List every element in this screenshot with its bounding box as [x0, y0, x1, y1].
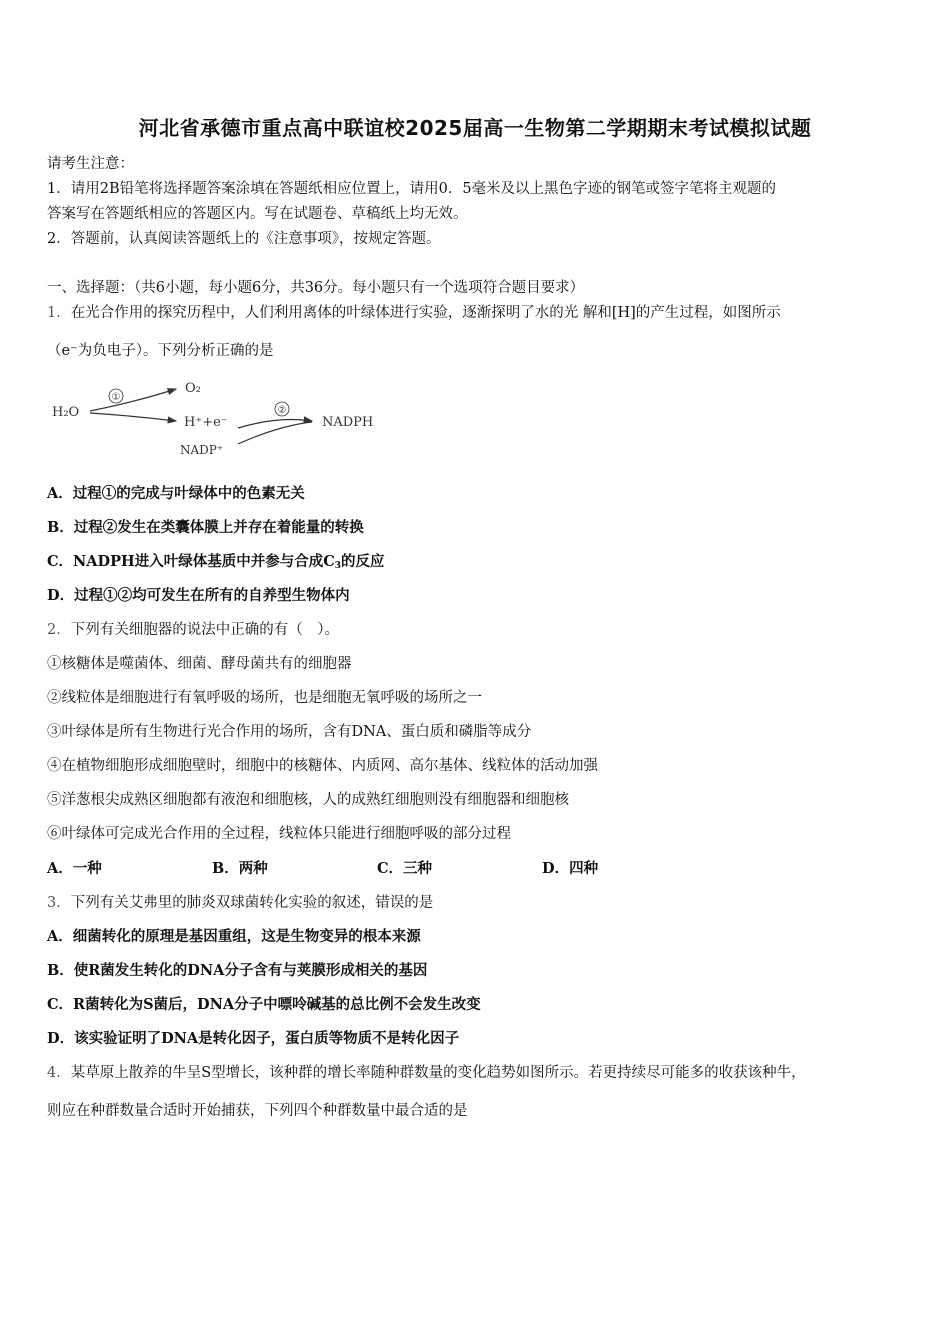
section-header: 一、选择题：（共6小题，每小题6分，共36分。每小题只有一个选项符合题目要求） — [47, 280, 585, 296]
statement-5: ⑤洋葱根尖成熟区细胞都有液泡和细胞核，人的成熟红细胞则没有细胞器和细胞核 — [47, 792, 569, 808]
question-1-option-a: A．过程①的完成与叶绿体中的色素无关 — [47, 485, 305, 502]
notice-item-2: 2．答题前，认真阅读答题纸上的《注意事项》，按规定答题。 — [47, 231, 441, 247]
question-3-text: 下列有关艾弗里的肺炎双球菌转化实验的叙述，错误的是 — [70, 895, 434, 911]
photolysis-diagram — [50, 374, 380, 466]
question-4-stem-line-1 — [47, 1061, 806, 1082]
question-4-text: 某草原上散养的牛呈S型增长，该种群的增长率随种群数量的变化趋势如图所示。若更持续尽可能多的收获该种牛， — [70, 1065, 806, 1081]
question-1-stem-line-1 — [47, 301, 781, 322]
question-number: 4． — [47, 1065, 71, 1081]
step-2-label: ② — [277, 405, 287, 416]
question-2-option-a: A．一种 — [47, 860, 102, 877]
statement-1: ①核糖体是噬菌体、细菌、酵母菌共有的细胞器 — [47, 656, 352, 672]
nadph-label: NADPH — [322, 415, 374, 430]
question-4-stem-line-2: 则应在种群数量合适时开始捕获，下列四个种群数量中最合适的是 — [47, 1103, 468, 1119]
h2o-label: H₂O — [52, 405, 80, 420]
statement-6: ⑥叶绿体可完成光合作用的全过程，线粒体只能进行细胞呼吸的部分过程 — [47, 826, 511, 842]
question-3-option-b: B．使R菌发生转化的DNA分子含有与荚膜形成相关的基因 — [47, 962, 428, 979]
arrow-to-h-e — [90, 413, 176, 421]
option-c-subscript: 3 — [334, 561, 342, 571]
notice-header: 请考生注意： — [47, 156, 134, 172]
question-1-option-c — [47, 550, 385, 571]
question-3-option-d: D．该实验证明了DNA是转化因子，蛋白质等物质不是转化因子 — [47, 1030, 460, 1047]
question-2-option-c: C．三种 — [377, 860, 433, 877]
question-1-option-d: D．过程①②均可发生在所有的自养型生物体内 — [47, 587, 350, 604]
nadp-label: NADP⁺ — [180, 443, 224, 457]
arrow-to-o2 — [90, 389, 176, 411]
question-3-option-a: A．细菌转化的原理是基因重组，这是生物变异的根本来源 — [47, 928, 421, 945]
question-2-options — [47, 857, 847, 878]
question-1-text: 在光合作用的探究历程中，人们利用离体的叶绿体进行实验，逐渐探明了水的光 解和[H]的产生过程，如图所示 — [70, 305, 781, 321]
option-c-text-end: 的反应 — [341, 553, 385, 570]
question-2-option-d: D．四种 — [542, 860, 599, 877]
question-1-stem-line-2: （e⁻为负电子）。下列分析正确的是 — [47, 343, 274, 359]
o2-label: O₂ — [185, 381, 201, 396]
page-title: 河北省承德市重点高中联谊校2025届高一生物第二学期期末考试模拟试题 — [138, 116, 812, 140]
question-3-stem — [47, 891, 433, 912]
question-2-text: 下列有关细胞器的说法中正确的有（ ）。 — [70, 622, 339, 638]
question-number: 2． — [47, 622, 71, 638]
question-1-option-b: B．过程②发生在类囊体膜上并存在着能量的转换 — [47, 519, 364, 536]
statement-3: ③叶绿体是所有生物进行光合作用的场所，含有DNA、蛋白质和磷脂等成分 — [47, 724, 532, 740]
option-c-text: C．NADPH进入叶绿体基质中并参与合成C — [47, 553, 335, 570]
question-3-option-c: C．R菌转化为S菌后，DNA分子中嘌呤碱基的总比例不会发生改变 — [47, 996, 481, 1013]
step-1-label: ① — [111, 392, 121, 403]
question-2-stem — [47, 618, 339, 639]
h-e-label: H⁺+e⁻ — [184, 415, 228, 430]
notice-item-1-line-2: 答案写在答题纸相应的答题区内。写在试题卷、草稿纸上均无效。 — [47, 206, 468, 222]
question-2-option-b: B．两种 — [212, 860, 268, 877]
notice-item-1-line-1: 1．请用2B铅笔将选择题答案涂填在答题纸相应位置上，请用0．5毫米及以上黑色字迹的钢笔或签字笔将主观题的 — [47, 181, 777, 197]
question-number: 3． — [47, 895, 71, 911]
statement-4: ④在植物细胞形成细胞壁时，细胞中的核糖体、内质网、高尔基体、线粒体的活动加强 — [47, 758, 598, 774]
statement-2: ②线粒体是细胞进行有氧呼吸的场所，也是细胞无氧呼吸的场所之一 — [47, 690, 482, 706]
question-number: 1． — [47, 305, 71, 321]
